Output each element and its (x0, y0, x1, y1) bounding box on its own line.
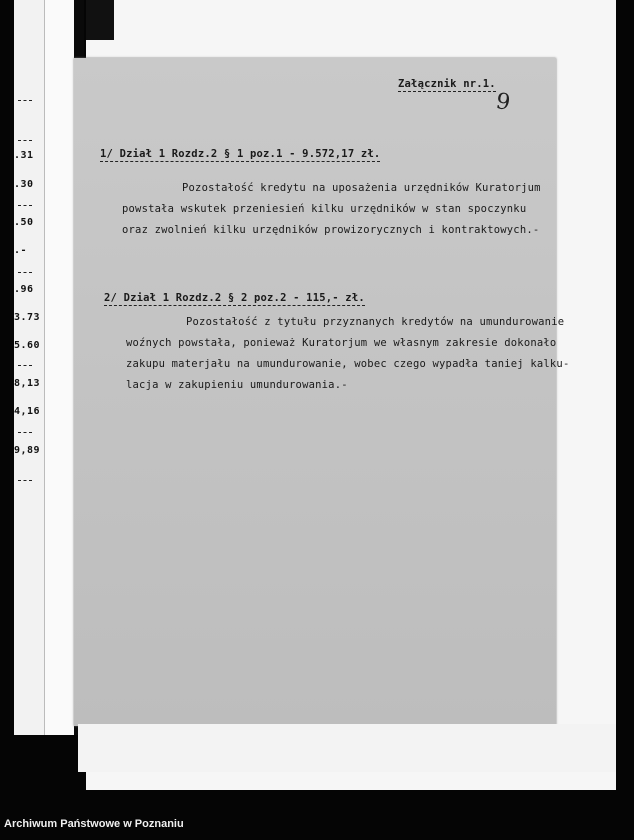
margin-number: .30 (14, 179, 34, 190)
margin-number: .- (14, 245, 28, 256)
item-1-heading: 1/ Dział 1 Rozdz.2 § 1 poz.1 - 9.572,17 zł. (100, 148, 381, 160)
item-2-line-2: woźnych powstała, ponieważ Kuratorjum we własnym zakresie dokonało (126, 337, 557, 349)
margin-rule (18, 432, 32, 433)
margin-number: 8,13 (14, 378, 41, 389)
background-card-edge (86, 0, 114, 40)
margin-number: 3.73 (14, 312, 41, 323)
margin-rule (18, 272, 32, 273)
attachment-label: Załącznik nr.1. (398, 78, 496, 90)
margin-number: .96 (14, 284, 34, 295)
bottom-card (78, 724, 616, 772)
left-ledger-strip (14, 0, 44, 735)
item-2-line-3: zakupu materjału na umundurowanie, wobec czego wypadła taniej kalku- (126, 358, 570, 370)
item-2-heading: 2/ Dział 1 Rozdz.2 § 2 poz.2 - 115,- zł. (104, 292, 365, 304)
handwritten-mark: 9 (493, 88, 513, 117)
item-1-line-2: powstała wskutek przeniesień kilku urzędników w stan spoczynku (122, 203, 527, 215)
item-1-line-3: oraz zwolnień kilku urzędników prowizorycznych i kontraktowych.- (122, 224, 540, 236)
document-page (74, 58, 570, 726)
margin-rule (18, 365, 32, 366)
left-ledger-strip-inner (44, 0, 75, 735)
margin-number: .50 (14, 217, 34, 228)
margin-number: 4,16 (14, 406, 41, 417)
margin-rule (18, 205, 32, 206)
margin-rule (18, 140, 32, 141)
item-2-line-1: Pozostałość z tytułu przyznanych kredytów na umundurowanie (186, 316, 565, 328)
item-2-line-4: lacja w zakupieniu umundurowania.- (126, 379, 348, 391)
margin-number: 5.60 (14, 340, 41, 351)
margin-rule (18, 100, 32, 101)
margin-number: .31 (14, 150, 34, 161)
archive-footer: Archiwum Państwowe w Poznaniu (4, 818, 184, 830)
margin-rule (18, 480, 32, 481)
margin-number: 9,89 (14, 445, 41, 456)
item-1-line-1: Pozostałość kredytu na uposażenia urzędników Kuratorjum (182, 182, 541, 194)
